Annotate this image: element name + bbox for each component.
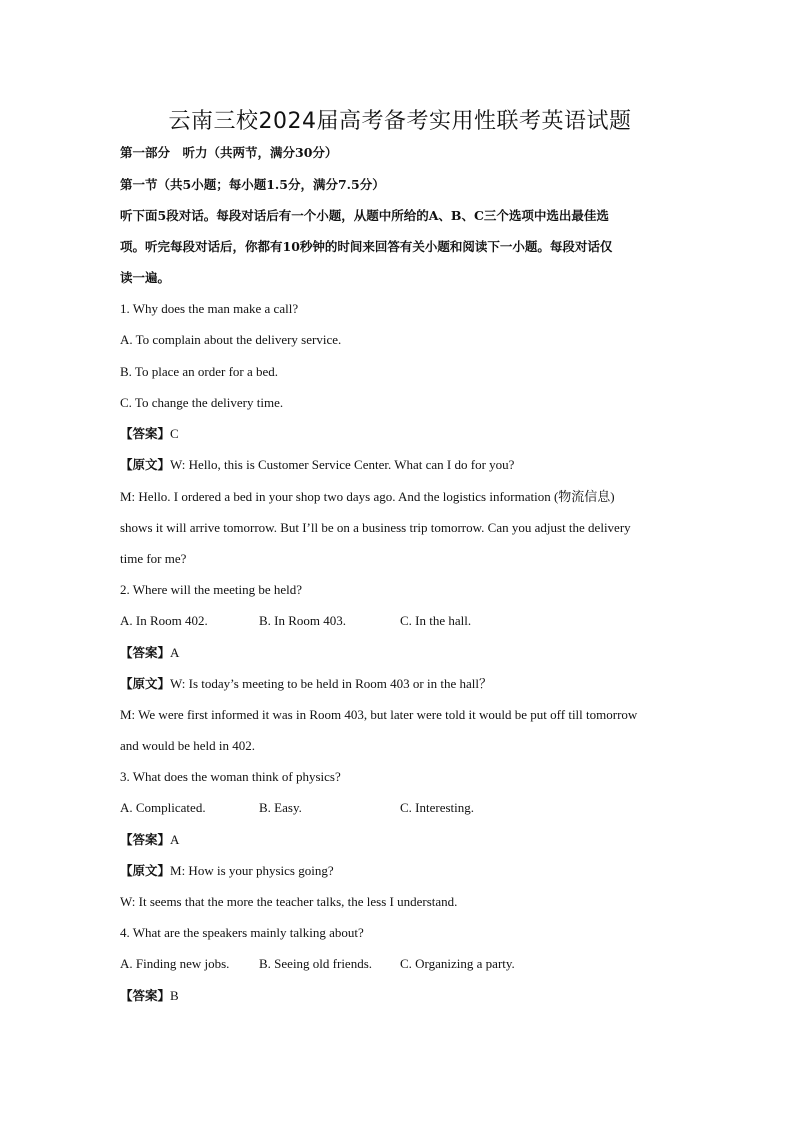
script-label: 【原文】	[120, 676, 171, 691]
page-title: 云南三校2024届高考备考实用性联考英语试题	[168, 109, 632, 134]
question-1-option-b: B. To place an order for a bed.	[120, 364, 279, 379]
question-1-option-a: A. To complain about the delivery service.	[120, 332, 342, 347]
answer-value: A	[170, 832, 180, 847]
question-2-script-line: M: We were first informed it was in Room 403, but later were told it would be put off till tomorrow	[120, 707, 638, 722]
question-3: 3. What does the woman think of physics?	[120, 769, 341, 784]
answer-value: B	[170, 988, 179, 1003]
question-3-option-b: B. Easy.	[259, 800, 302, 815]
question-2-options	[120, 611, 680, 631]
script-label: 【原文】	[120, 863, 171, 878]
instructions-line-2: 项。听完每段对话后，你都有10秒钟的时间来回答有关小题和阅读下一小题。每段对话仅	[120, 239, 613, 254]
script-text: W: Is today’s meeting to be held in Room 403 or in the hall？	[170, 676, 492, 691]
script-text: W: Hello, this is Customer Service Center. What can I do for you?	[170, 457, 515, 472]
instructions-line-1: 听下面5段对话。每段对话后有一个小题，从题中所给的A、B、C三个选项中选出最佳选	[120, 208, 609, 223]
question-3-script-first	[120, 861, 680, 881]
question-3-answer	[120, 830, 680, 850]
question-2-script-line: and would be held in 402.	[120, 738, 256, 753]
question-4-option-c: C. Organizing a party.	[400, 956, 515, 971]
answer-label: 【答案】	[120, 645, 171, 660]
question-4-option-b: B. Seeing old friends.	[259, 956, 373, 971]
answer-label: 【答案】	[120, 832, 171, 847]
question-1-script-first	[120, 455, 680, 475]
question-3-options	[120, 798, 680, 818]
question-1-script-line: time for me?	[120, 551, 187, 566]
question-4-answer	[120, 986, 680, 1006]
question-4: 4. What are the speakers mainly talking about?	[120, 925, 364, 940]
question-1: 1. Why does the man make a call?	[120, 301, 299, 316]
question-3-script-line: W: It seems that the more the teacher talks, the less I understand.	[120, 894, 458, 909]
answer-value: A	[170, 645, 180, 660]
answer-value: C	[170, 426, 179, 441]
question-2-option-b: B. In Room 403.	[259, 613, 347, 628]
question-2-answer	[120, 643, 680, 663]
question-3-option-a: A. Complicated.	[120, 800, 206, 815]
section-heading: 第一节（共5小题；每小题1.5分，满分7.5分）	[120, 177, 385, 192]
question-1-answer	[120, 424, 680, 444]
script-text: M: How is your physics going?	[170, 863, 334, 878]
question-2-option-a: A. In Room 402.	[120, 613, 208, 628]
answer-label: 【答案】	[120, 426, 171, 441]
question-1-option-c: C. To change the delivery time.	[120, 395, 284, 410]
question-1-script-line: M: Hello. I ordered a bed in your shop two days ago. And the logistics information (物流信息)	[120, 489, 615, 504]
question-3-option-c: C. Interesting.	[400, 800, 475, 815]
instructions-line-3: 读一遍。	[120, 270, 171, 285]
script-label: 【原文】	[120, 457, 171, 472]
question-2-option-c: C. In the hall.	[400, 613, 472, 628]
question-2: 2. Where will the meeting be held?	[120, 582, 303, 597]
question-2-script-first	[120, 674, 680, 694]
part-heading: 第一部分 听力（共两节，满分30分）	[120, 145, 338, 160]
answer-label: 【答案】	[120, 988, 171, 1003]
question-4-option-a: A. Finding new jobs.	[120, 956, 230, 971]
question-1-script-line: shows it will arrive tomorrow. But I’ll be on a business trip tomorrow. Can you adjust the delivery	[120, 520, 631, 535]
question-4-options	[120, 954, 680, 974]
